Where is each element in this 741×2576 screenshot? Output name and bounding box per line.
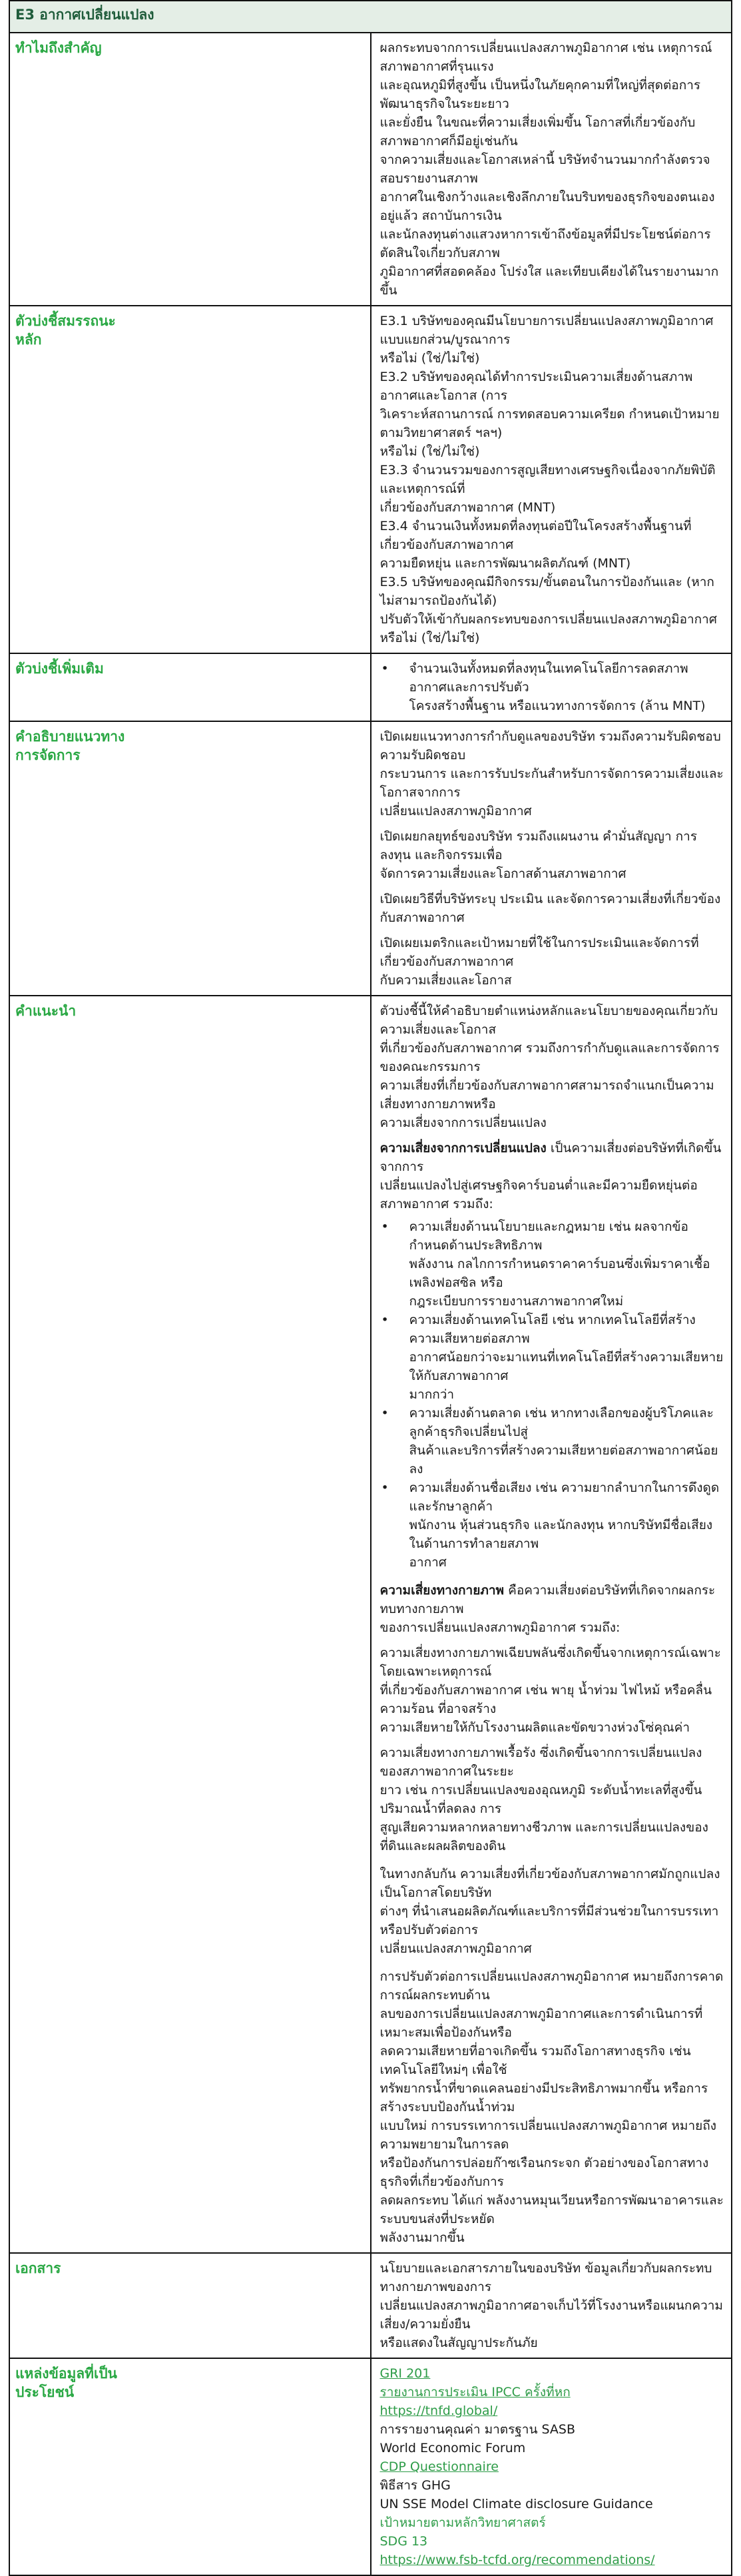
text-line: E3.5 บริษัทของคุณมีกิจกรรม/ขั้นตอนในการป้องกันและ (หากไม่สามารถป้องกันได้) (379, 575, 714, 608)
text-line: ปรับตัวให้เข้ากับผลกระทบของการเปลี่ยนแปลงสภาพภูมิอากาศหรือไม่ (ใช่/ไม่ใช่) (379, 612, 717, 645)
section-header: E3 อากาศเปลี่ยนแปลง (9, 1, 732, 33)
text-line: ยาว เช่น การเปลี่ยนแปลงของอุณหภูมิ ระดับน้ำทะเลที่สูงขึ้น ปริมาณน้ำที่ลดลง การ (379, 1783, 702, 1816)
text-line: ความเสี่ยงที่เกี่ยวข้องกับสภาพอากาศสามารถจำแนกเป็นความเสี่ยงทางกายภาพหรือ (379, 1078, 714, 1112)
text-line: เปิดเผยกลยุทธ์ของบริษัท รวมถึงแผนงาน คำมั่นสัญญา การลงทุน และกิจกรรมเพื่อ (379, 829, 698, 862)
text-line: อากาศ (409, 1555, 447, 1570)
resource-sasb: การรายงานคุณค่า มาตรฐาน SASB (379, 2422, 575, 2437)
paragraph (380, 1139, 725, 1213)
text-line: เปิดเผยเมตริกและเป้าหมายที่ใช้ในการประเมินและจัดการที่เกี่ยวข้องกับสภาพอากาศ (379, 936, 699, 969)
text-line: อากาศน้อยกว่าจะมาแทนที่เทคโนโลยีที่สร้างความเสียหายให้กับสภาพอากาศ (409, 1350, 724, 1383)
list-item (380, 1478, 725, 1572)
link-fsb-tcfd[interactable]: https://www.fsb-tcfd.org/recommendations/ (379, 2553, 655, 2567)
text-line: และอุณหภูมิที่สูงขึ้น เป็นหนึ่งในภัยคุกคามที่ใหญ่ที่สุดต่อการพัฒนาธุรกิจในระยะยาว (379, 78, 701, 111)
text-line: โครงสร้างพื้นฐาน หรือแนวทางการจัดการ (ล้าน MNT) (409, 699, 706, 713)
list-item (380, 1404, 725, 1478)
guidance-text (371, 996, 732, 2253)
link-gri-201[interactable]: GRI 201 (379, 2366, 431, 2381)
resource-sdg-13[interactable]: SDG 13 (379, 2534, 428, 2549)
text-line: เปิดเผยวิธีที่บริษัทระบุ ประเมิน และจัดการความเสี่ยงที่เกี่ยวข้องกับสภาพอากาศ (379, 892, 721, 925)
extra-indicators-text (371, 653, 732, 721)
management-text (371, 721, 732, 996)
label-resources (9, 2358, 371, 2575)
resource-un-sse: UN SSE Model Climate disclosure Guidance (379, 2497, 653, 2511)
text-line: การปรับตัวต่อการเปลี่ยนแปลงสภาพภูมิอากาศ หมายถึงการคาดการณ์ผลกระทบด้าน (379, 1969, 724, 2003)
text-line: E3.1 บริษัทของคุณมีนโยบายการเปลี่ยนแปลงสภาพภูมิอากาศแบบแยกส่วน/บูรณาการ (379, 314, 714, 347)
text-line: ทรัพยากรน้ำที่ขาดแคลนอย่างมีประสิทธิภาพมากขึ้น หรือการสร้างระบบป้องกันน้ำท่วม (379, 2081, 708, 2114)
link-cdp-questionnaire[interactable]: CDP Questionnaire (379, 2459, 499, 2474)
label-line: แหล่งข้อมูลที่เป็น (15, 2366, 117, 2382)
resources-list (371, 2358, 732, 2575)
e3-table (9, 0, 732, 2576)
text-line: • ความเสี่ยงด้านเทคโนโลยี เช่น หากเทคโนโลยีที่สร้างความเสียหายต่อสภาพ (409, 1313, 696, 1346)
paragraph (380, 1967, 725, 2247)
text-line (380, 1581, 725, 1618)
row-resources (9, 2358, 732, 2575)
label-why-important: ทำไมถึงสำคัญ (9, 33, 371, 306)
paragraph (380, 1002, 725, 1132)
text-line: ความเสี่ยงทางกายภาพเรื้อรัง ซึ่งเกิดขึ้นจากการเปลี่ยนแปลงของสภาพอากาศในระยะ (379, 1746, 702, 1779)
text-line: เปลี่ยนแปลงสภาพภูมิอากาศ (379, 1941, 532, 1956)
text-line: วิเคราะห์สถานการณ์ การทดสอบความเครียด กำหนดเป้าหมายตามวิทยาศาสตร์ ฯลฯ) (379, 407, 720, 440)
row-management (9, 721, 732, 996)
text-line: หรือป้องกันการปล่อยก๊าซเรือนกระจก ตัวอย่างของโอกาสทางธุรกิจที่เกี่ยวข้องกับการ (379, 2156, 709, 2189)
text-line: เปลี่ยนแปลงสภาพภูมิอากาศอาจเก็บไว้ที่โรงงานหรือแผนกความเสี่ยง/ความยั่งยืน (379, 2298, 723, 2332)
text-line: • จำนวนเงินทั้งหมดที่ลงทุนในเทคโนโลยีการลดสภาพอากาศและการปรับตัว (409, 661, 688, 695)
text-line: พลังงานมากขึ้น (379, 2230, 465, 2245)
text-line: จากความเสี่ยงและโอกาสเหล่านี้ บริษัทจำนวนมากกำลังตรวจสอบรายงานสภาพ (379, 153, 710, 186)
text-span: คือความเสี่ยงต่อบริษัทที่เกิดจากผลกระทบทางกายภาพ (379, 1583, 716, 1616)
text-line: พนักงาน หุ้นส่วนธุรกิจ และนักลงทุน หากบริษัทมีชื่อเสียงในด้านการทำลายสภาพ (409, 1518, 713, 1551)
link-tnfd[interactable]: https://tnfd.global/ (379, 2404, 498, 2418)
text-line: ผลกระทบจากการเปลี่ยนแปลงสภาพภูมิอากาศ เช่น เหตุการณ์สภาพอากาศที่รุนแรง (379, 41, 712, 74)
text-line: หรือแสดงในสัญญาประกันภัย (379, 2336, 538, 2350)
text-line: และยั่งยืน ในขณะที่ความเสี่ยงเพิ่มขึ้น โอกาสที่เกี่ยวข้องกับสภาพอากาศก็มีอยู่เช่นกัน (379, 115, 696, 149)
text-line: ในทางกลับกัน ความเสี่ยงที่เกี่ยวข้องกับสภาพอากาศมักถูกแปลงเป็นโอกาสโดยบริษัท (379, 1867, 720, 1900)
label-guidance: คำแนะนำ (9, 996, 371, 2253)
text-line: ที่เกี่ยวข้องกับสภาพอากาศ เช่น พายุ น้ำท่วม ไฟไหม้ หรือคลื่นความร้อน ที่อาจสร้าง (379, 1683, 712, 1716)
text-line: ลดผลกระทบ ได้แก่ พลังงานหมุนเวียนหรือการพัฒนาอาคารและระบบขนส่งที่ประหยัด (379, 2193, 724, 2226)
label-line: การจัดการ (15, 747, 81, 763)
text-line: นโยบายและเอกสารภายในของบริษัท ข้อมูลเกี่ยวกับผลกระทบทางกายภาพของการ (379, 2261, 712, 2294)
list-item (380, 1217, 725, 1311)
text-line: แบบใหม่ การบรรเทาการเปลี่ยนแปลงสภาพภูมิอากาศ หมายถึงความพยายามในการลด (379, 2118, 717, 2152)
text-line: E3.2 บริษัทของคุณได้ทำการประเมินความเสี่ยงด้านสภาพอากาศและโอกาส (การ (379, 370, 693, 403)
text-line: กระบวนการ และการรับประกันสำหรับการจัดการความเสี่ยงและโอกาสจากการ (379, 767, 724, 800)
text-line: เปลี่ยนแปลงสภาพภูมิอากาศ (379, 804, 532, 818)
list-item (380, 659, 725, 715)
paragraph (380, 890, 725, 927)
text-line: • ความเสี่ยงด้านชื่อเสียง เช่น ความยากลำบากในการดึงดูดและรักษาลูกค้า (409, 1480, 720, 1514)
text-line: หรือไม่ (ใช่/ไม่ใช่) (379, 444, 480, 459)
text-line: E3.3 จำนวนรวมของการสูญเสียทางเศรษฐกิจเนื่องจากภัยพิบัติและเหตุการณ์ที่ (379, 463, 716, 496)
text-line: อากาศในเชิงกว้างและเชิงลึกภายในบริบทของธุรกิจของตนเองอยู่แล้ว สถาบันการเงิน (379, 190, 715, 223)
text-line: เปลี่ยนแปลงไปสู่เศรษฐกิจคาร์บอนต่ำและมีความยืดหยุ่นต่อสภาพอากาศ รวมถึง: (379, 1178, 698, 1211)
text-line: • ความเสี่ยงด้านนโยบายและกฎหมาย เช่น ผลจากข้อกำหนดด้านประสิทธิภาพ (409, 1219, 688, 1253)
row-extra-indicators (9, 653, 732, 721)
text-line: เปิดเผยแนวทางการกำกับดูแลของบริษัท รวมถึงความรับผิดชอบ ความรับผิดชอบ (379, 729, 721, 763)
label-documents: เอกสาร (9, 2253, 371, 2358)
text-line: กับความเสี่ยงและโอกาส (379, 973, 512, 988)
paragraph (380, 727, 725, 820)
text-line: ลดความเสียหายที่อาจเกิดขึ้น รวมถึงโอกาสทางธุรกิจ เช่น เทคโนโลยีใหม่ๆ เพื่อใช้ (379, 2044, 691, 2077)
why-important-text (371, 33, 732, 306)
paragraph (380, 1644, 725, 1737)
text-line: ความเสี่ยงจากการเปลี่ยนแปลง (379, 1116, 547, 1130)
text-line: • ความเสี่ยงด้านตลาด เช่น หากทางเลือกของผู้บริโภคและลูกค้าธุรกิจเปลี่ยนไปสู่ (409, 1406, 714, 1439)
text-line: พลังงาน กลไกการกำหนดราคาคาร์บอนซึ่งเพิ่มราคาเชื้อเพลิงฟอสซิล หรือ (409, 1257, 710, 1290)
text-line: กฎระเบียบการรายงานสภาพอากาศใหม่ (409, 1294, 624, 1309)
text-line: ลบของการเปลี่ยนแปลงสภาพภูมิอากาศและการดำเนินการที่เหมาะสมเพื่อป้องกันหรือ (379, 2007, 703, 2040)
text-line: และนักลงทุนต่างแสวงหาการเข้าถึงข้อมูลที่มีประโยชน์ต่อการตัดสินใจเกี่ยวกับสภาพ (379, 227, 711, 260)
bullet-list (380, 1217, 725, 1572)
text-span: เป็นความเสี่ยงต่อบริษัทที่เกิดขึ้นจากการ (379, 1141, 722, 1174)
label-management (9, 721, 371, 996)
paragraph (380, 1581, 725, 1637)
label-line: คำอธิบายแนวทาง (15, 729, 125, 745)
text-line: E3.4 จำนวนเงินทั้งหมดที่ลงทุนต่อปีในโครงสร้างพื้นฐานที่เกี่ยวข้องกับสภาพอากาศ (379, 519, 692, 552)
label-extra-indicators: ตัวบ่งชี้เพิ่มเติม (9, 653, 371, 721)
label-line: ตัวบ่งชี้สมรรถนะ (15, 313, 116, 329)
paragraph (380, 827, 725, 883)
row-why-important (9, 33, 732, 306)
label-line: ประโยชน์ (15, 2384, 75, 2400)
text-line: ภูมิอากาศที่สอดคล้อง โปร่งใส และเทียบเคียงได้ในรายงานมากขึ้น (379, 264, 719, 298)
main-indicators-text (371, 306, 732, 653)
row-documents (9, 2253, 732, 2358)
resource-wef: World Economic Forum (379, 2441, 526, 2455)
bold-term: ความเสี่ยงทางกายภาพ (379, 1583, 505, 1598)
text-line: ตัวบ่งชี้นี้ให้คำอธิบายตำแหน่งหลักและนโยบายของคุณเกี่ยวกับความเสี่ยงและโอกาส (379, 1004, 718, 1037)
row-guidance (9, 996, 732, 2253)
documents-text (371, 2253, 732, 2358)
text-line: ต่างๆ ที่นำเสนอผลิตภัณฑ์และบริการที่มีส่วนช่วยในการบรรเทาหรือปรับตัวต่อการ (379, 1904, 719, 1937)
text-line (380, 1139, 725, 1176)
text-line: มากกว่า (409, 1387, 455, 1402)
paragraph (380, 1865, 725, 1958)
text-line: ที่เกี่ยวข้องกับสภาพอากาศ รวมถึงการกำกับดูแลและการจัดการของคณะกรรมการ (379, 1041, 720, 1074)
text-line: ความเสี่ยงทางกายภาพเฉียบพลันซึ่งเกิดขึ้นจากเหตุการณ์เฉพาะ โดยเฉพาะเหตุการณ์ (379, 1646, 721, 1679)
row-main-indicators (9, 306, 732, 653)
paragraph (380, 1744, 725, 1855)
text-line: ความเสียหายให้กับโรงงานผลิตและขัดขวางห่วงโซ่คุณค่า (379, 1720, 690, 1735)
text-line: ของการเปลี่ยนแปลงสภาพภูมิอากาศ รวมถึง: (379, 1620, 620, 1635)
resource-ghg-protocol: พิธีสาร GHG (379, 2478, 451, 2493)
text-line: หรือไม่ (ใช่/ไม่ใช่) (379, 351, 480, 366)
text-line: ความยืดหยุ่น และการพัฒนาผลิตภัณฑ์ (MNT) (379, 556, 631, 571)
text-line: จัดการความเสี่ยงและโอกาสด้านสภาพอากาศ (379, 866, 626, 881)
resource-science-based-targets[interactable]: เป้าหมายตามหลักวิทยาศาสตร์ (379, 2515, 546, 2530)
document (9, 0, 732, 2576)
text-line: สินค้าและบริการที่สร้างความเสียหายต่อสภาพอากาศน้อยลง (409, 1443, 718, 1476)
link-ipcc-report[interactable]: รายงานการประเมิน IPCC ครั้งที่หก (379, 2385, 571, 2400)
text-line: เกี่ยวข้องกับสภาพอากาศ (MNT) (379, 500, 556, 515)
label-line: หลัก (15, 332, 42, 348)
bold-term: ความเสี่ยงจากการเปลี่ยนแปลง (379, 1141, 547, 1155)
paragraph (380, 934, 725, 990)
label-main-indicators (9, 306, 371, 653)
text-line: สูญเสียความหลากหลายทางชีวภาพ และการเปลี่ยนแปลงของที่ดินและผลผลิตของดิน (379, 1820, 708, 1853)
list-item (380, 1311, 725, 1404)
